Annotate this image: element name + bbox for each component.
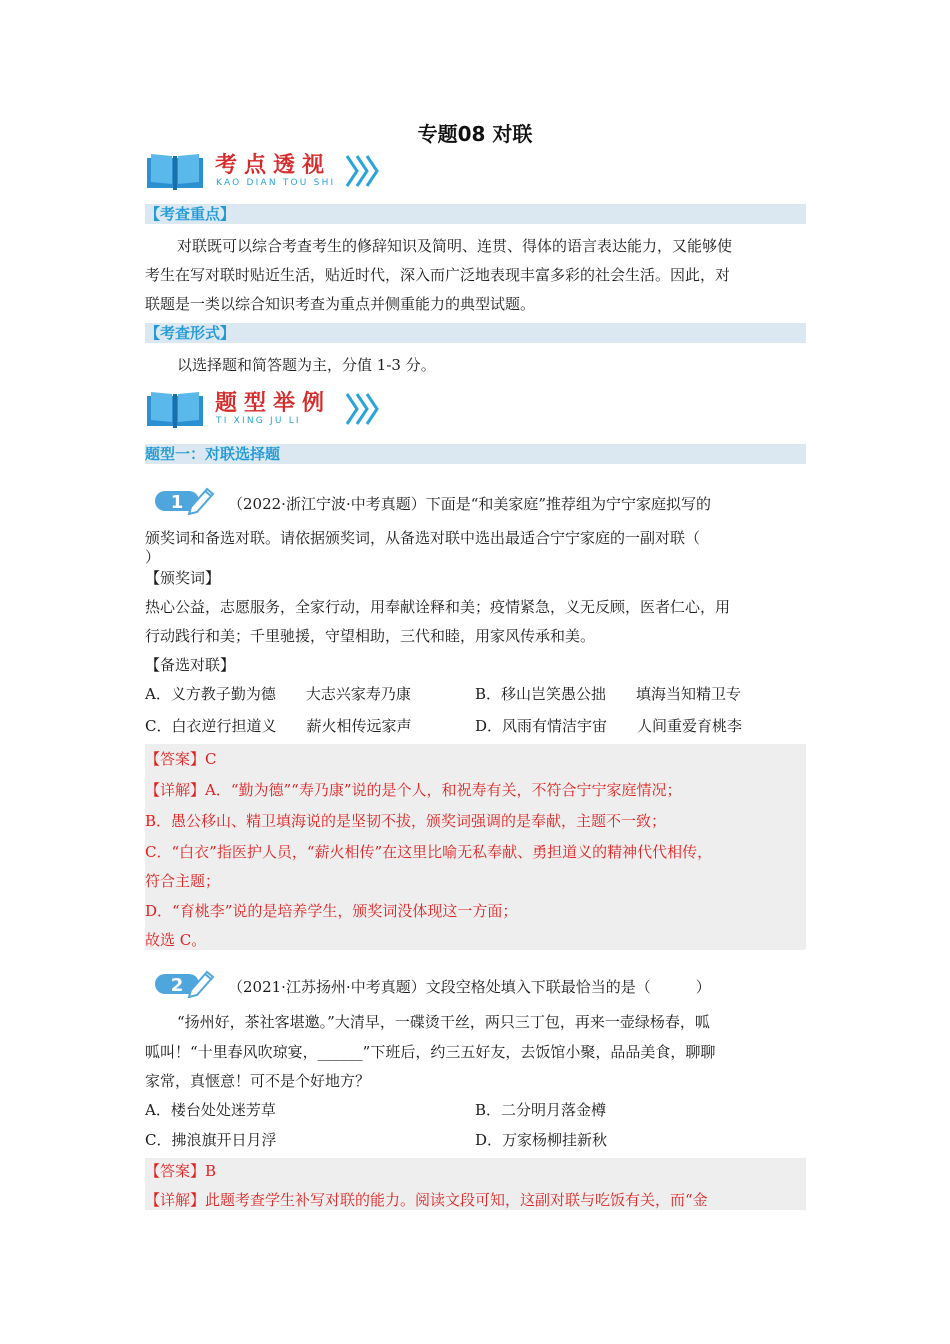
q1-award-line-1: 热心公益，志愿服务，全家行动，用奉献诠释和美；疫情紧急，义无反顾，医者仁心，用 xyxy=(145,598,731,616)
svg-text:2: 2 xyxy=(170,975,184,996)
q1-detail-line-6: 故选 C。 xyxy=(145,931,207,949)
form-text: 以选择题和简答题为主，分值 1-3 分。 xyxy=(177,356,436,374)
q1-answer: 【答案】C xyxy=(145,750,217,768)
focus-line-1: 对联既可以综合考查考生的修辞知识及简明、连贯、得体的语言表达能力，又能够使 xyxy=(177,237,733,255)
chevron-right-icon xyxy=(345,392,381,426)
section-title: 考点透视 xyxy=(215,153,332,178)
q1-detail-line-2: B．愚公移山、精卫填海说的是坚韧不拔，颁奖词强调的是奉献，主题不一致； xyxy=(145,812,667,830)
section-banner-kaodian xyxy=(145,150,395,196)
open-book-icon xyxy=(145,390,205,430)
q1-detail-line-5: D．“育桃李”说的是培养学生，颁奖词没体现这一方面； xyxy=(145,902,518,920)
q1-option-b: B．移山岂笑愚公拙 填海当知精卫专 xyxy=(475,685,742,703)
q1-detail-line-3: C．“白衣”指医护人员，“薪火相传”在这里比喻无私奉献、勇担道义的精神代代相传， xyxy=(145,843,713,861)
q1-detail-line-4: 符合主题； xyxy=(145,872,221,890)
focus-line-2: 考生在写对联时贴近生活，贴近时代，深入而广泛地表现丰富多彩的社会生活。因此，对 xyxy=(145,266,731,284)
q2-passage-line-1: “扬州好，茶社客堪邀。”大清早，一碟烫干丝，两只三丁包，再来一壶绿杨春，呱 xyxy=(177,1013,710,1031)
q2-option-c: C．拂浪旗开日月浮 xyxy=(145,1131,277,1149)
q2-option-d: D．万家杨柳挂新秋 xyxy=(475,1131,608,1149)
q2-option-a: A．楼台处处迷芳草 xyxy=(145,1101,276,1119)
type-header: 题型一：对联选择题 xyxy=(145,444,806,464)
q2-detail-line-1: 【详解】此题考查学生补写对联的能力。阅读文段可知，这副对联与吃饭有关，而“金 xyxy=(145,1191,708,1209)
q2-answer: 【答案】B xyxy=(145,1162,217,1180)
q1-stem-line-3: ） xyxy=(145,548,161,566)
q2-stem: （2021·江苏扬州·中考真题）文段空格处填入下联最恰当的是（ ） xyxy=(228,978,711,996)
q2-passage-line-3: 家常，真惬意！可不是个好地方？ xyxy=(145,1072,371,1090)
page-title: 专题08 对联 xyxy=(417,122,533,146)
q1-award-header: 【颁奖词】 xyxy=(145,569,221,587)
q1-option-a: A．义方教子勤为德 大志兴家寿乃康 xyxy=(145,685,411,703)
q1-stem-line-2: 颁奖词和备选对联。请依据颁奖词，从备选对联中选出最适合宁宁家庭的一副对联（ xyxy=(145,529,701,547)
q1-option-d: D．风雨有情洁宇宙 人间重爱育桃李 xyxy=(475,717,743,735)
question-number-badge-icon xyxy=(155,968,215,998)
focus-line-3: 联题是一类以综合知识考查为重点并侧重能力的典型试题。 xyxy=(145,295,536,313)
q2-option-b: B．二分明月落金樽 xyxy=(475,1101,607,1119)
q1-award-line-2: 行动践行和美；千里驰援，守望相助，三代和睦，用家风传承和美。 xyxy=(145,627,596,645)
q1-detail-line-1: 【详解】A．“勤为德”“寿乃康”说的是个人，和祝寿有关，不符合宁宁家庭情况； xyxy=(145,781,682,799)
q1-option-c: C．白衣逆行担道义 薪火相传远家声 xyxy=(145,717,412,735)
section-pinyin: KAO DIAN TOU SHI xyxy=(216,178,336,188)
section-title: 题型举例 xyxy=(215,391,332,416)
open-book-icon xyxy=(145,152,205,192)
focus-header: 【考查重点】 xyxy=(145,204,806,224)
section-pinyin: TI XING JU LI xyxy=(216,416,301,426)
chevron-right-icon xyxy=(345,154,381,188)
svg-text:1: 1 xyxy=(170,492,184,513)
form-header: 【考查形式】 xyxy=(145,323,806,343)
question-number-badge-icon xyxy=(155,485,215,515)
section-banner-tixing xyxy=(145,388,395,434)
q2-passage-line-2: 呱叫！“十里春风吹琼宴，______”下班后，约三五好友，去饭馆小聚，品品美食，聊聊 xyxy=(145,1043,716,1061)
q1-stem-line-1: （2022·浙江宁波·中考真题）下面是“和美家庭”推荐组为宁宁家庭拟写的 xyxy=(228,495,712,513)
q1-couplet-header: 【备选对联】 xyxy=(145,656,236,674)
